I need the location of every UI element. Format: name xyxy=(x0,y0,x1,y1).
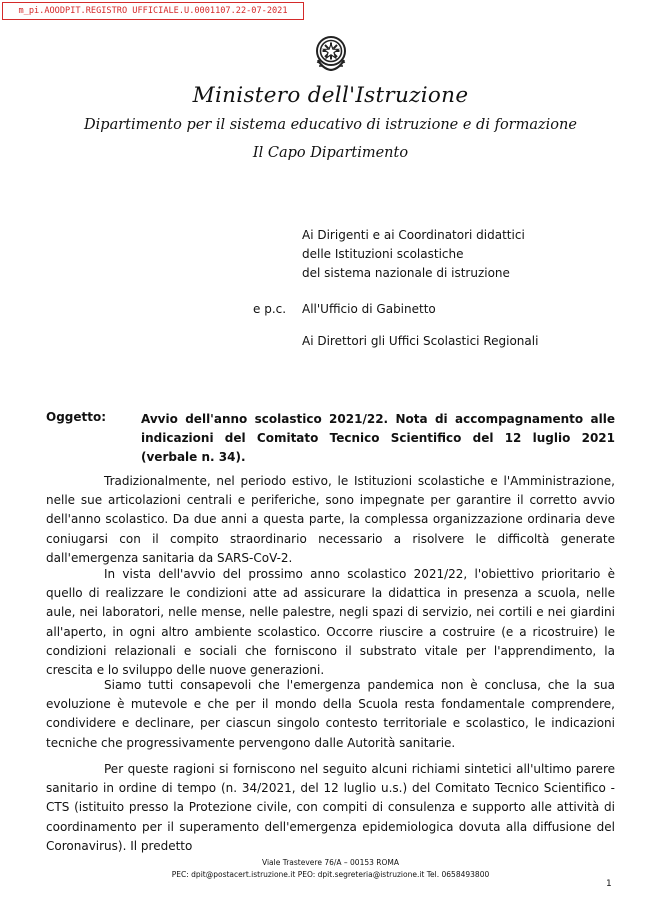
page-number: 1 xyxy=(606,879,612,889)
body-paragraph: Tradizionalmente, nel periodo estivo, le Istituzioni scolastiche e l'Amministrazione, nelle sue articolazioni centrali e periferiche, sono impegnate per garantire il corretto avvio dell'anno scolastico. Da due anni a questa parte, la complessa organizzazione ordinaria deve coniugarsi con il compito straordinario necessario a risolvere le difficoltà generate dall'emergenza sanitaria da SARS-CoV-2. xyxy=(46,474,615,565)
body-paragraph: Siamo tutti consapevoli che l'emergenza pandemica non è conclusa, che la sua evoluzione è mutevole e che per il mondo della Scuola resta fondamentale comprendere, condividere e declinare, per ciascun singolo contesto territoriale e scolastico, le indicazioni tecniche che progressivamente pervengono dalle Autorità sanitarie. xyxy=(46,678,615,750)
cc-recipient-gabinetto: All'Ufficio di Gabinetto xyxy=(302,302,436,316)
footer-contacts: PEC: dpit@postacert.istruzione.it PEO: dpit.segreteria@istruzione.it Tel. 0658493800 xyxy=(171,870,490,879)
epc-label: e p.c. xyxy=(253,302,287,316)
recipient-line: delle Istituzioni scolastiche xyxy=(302,247,464,261)
recipient-line: del sistema nazionale di istruzione xyxy=(302,266,510,280)
italian-republic-emblem-icon xyxy=(313,33,349,71)
footer-address: Viale Trastevere 76/A – 00153 ROMA xyxy=(262,858,399,867)
signatory-title: Il Capo Dipartimento xyxy=(252,145,409,161)
protocol-stamp: m_pi.AOODPIT.REGISTRO UFFICIALE.U.0001107.22-07-2021 xyxy=(2,2,304,20)
body-paragraph: Per queste ragioni si forniscono nel seguito alcuni richiami sintetici all'ultimo parere sanitario in ordine di tempo (n. 34/2021, del 12 luglio u.s.) del Comitato Tecnico Scientifico - CTS (istituito presso la Protezione civile, con compiti di consulenza e supporto alle attività di coordinamento per il superamento dell'emergenza epidemiologica dovuta alla diffusione del Coronavirus). Il predetto xyxy=(46,762,615,853)
recipient-line: Ai Dirigenti e ai Coordinatori didattici xyxy=(302,228,525,242)
subject-text: Avvio dell'anno scolastico 2021/22. Nota di accompagnamento alle indicazioni del Comitato Tecnico Scientifico del 12 luglio 2021 (verbale n. 34). xyxy=(141,412,615,464)
cc-recipient-usr: Ai Direttori gli Uffici Scolastici Regionali xyxy=(302,334,539,348)
subject-label: Oggetto: xyxy=(46,410,107,424)
department-name: Dipartimento per il sistema educativo di istruzione e di formazione xyxy=(84,117,577,133)
body-paragraph: In vista dell'avvio del prossimo anno scolastico 2021/22, l'obiettivo prioritario è quello di realizzare le condizioni atte ad assicurare la didattica in presenza a scuola, nelle aule, nei laboratori, nelle mense, nelle palestre, negli spazi di servizio, nei cortili e nei giardini all'aperto, in ogni altro ambiente scolastico. Occorre riuscire a costruire (e a ricostruire) le condizioni relazionali e sociali che forniscono il substrato vitale per l'apprendimento, la crescita e lo sviluppo delle nuove generazioni. xyxy=(46,567,615,678)
ministry-name: Ministero dell'Istruzione xyxy=(192,83,469,108)
